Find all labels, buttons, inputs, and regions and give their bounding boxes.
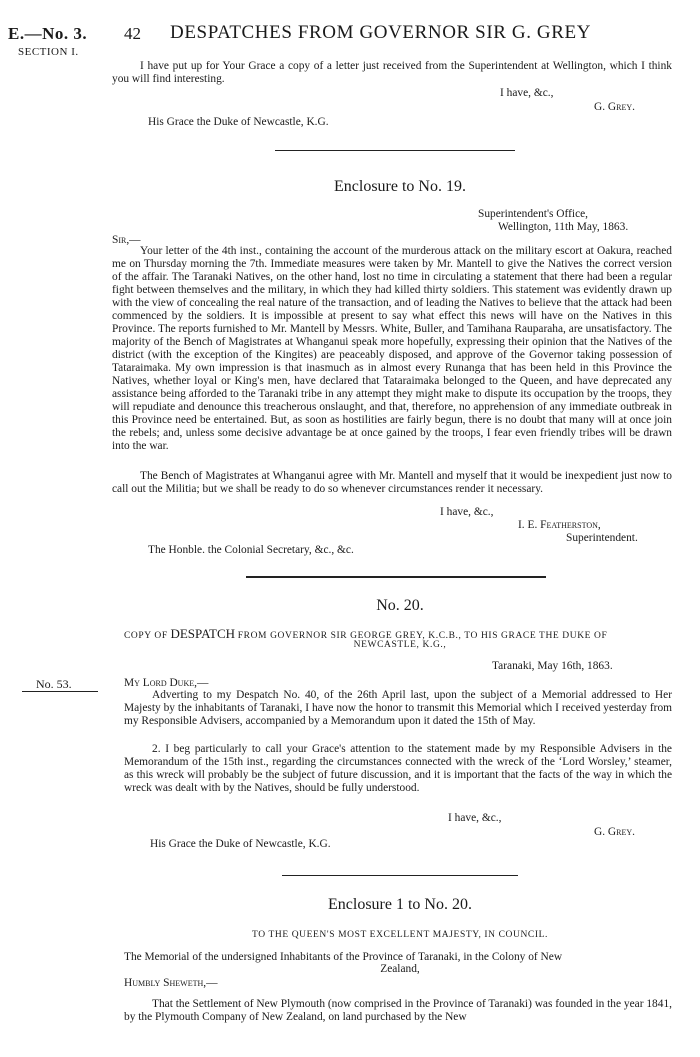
memorial-line-2: Zealand, [380, 963, 420, 975]
enclosure-19-signature: I. E. Featherston, [518, 519, 601, 531]
despatch-20-signature: G. Grey. [594, 826, 635, 838]
despatch-20-addressee: His Grace the Duke of Newcastle, K.G. [150, 838, 331, 850]
page-number: 42 [124, 24, 141, 43]
enclosure-19-salutation: Sir,— [112, 234, 141, 246]
enclosure-19-closing: I have, &c., [440, 506, 494, 518]
enclosure-1-20-heading: Enclosure 1 to No. 20. [328, 896, 472, 913]
margin-rule [22, 691, 98, 692]
enclosure-19-paragraph-1: Your letter of the 4th inst., containing the account of the murderous attack on the military escort at Oakura, reached me on Thursday morning the 7th. Immediate measures were taken by Mr. Mantell to give the Natives the correct version of the affair. The Taranaki Natives, on the other hand, lost no time in circulating a statement that there had been a regular fight between themselves and the military, in which they had killed thirty soldiers. This statement was evidently drawn up with the view of concealing the real nature of the transaction, and of leading the Natives to believe that the attack had been commenced by the soldiers. It is impossible at present to say what effect this news will have on the Natives in this Province. The reports furnished to Mr. Mantell by Messrs. White, Buller, and Tamihana Rauparaha, are unsatisfactory. The majority of the Bench of Magistrates at Whanganui speak more hopefully, expressing their opinion that the Natives of the district (with the exception of the Kingites) are peaceably disposed, and approve of the Governor taking possession of Tataraimaka. My own impression is that inasmuch as in almost every Runanga that has been held in this Province the Natives, whether loyal or King's men, have declared that Tataraimaka belonged to the Queen, and have deprecated any assistance being afforded to the Taranaki tribe in any attempt they might make to dispute its occupation by the troops, they will repudiate and denounce this treacherous onslaught, and that, therefore, no apprehension of any immediate outbreak in this Province need be entertained. But, as soon as hostilities are fairly begun, there is no doubt that many will at once join the rebels; and, unless some decisive advantage be at once gained by the troops, I fear even friendly tribes will be drawn into the war. [112, 245, 672, 452]
enclosure-19-addressee: The Honble. the Colonial Secretary, &c., &c. [148, 544, 354, 556]
despatch-20-heading: No. 20. [376, 597, 424, 614]
opening-addressee: His Grace the Duke of Newcastle, K.G. [148, 116, 329, 128]
despatch-20-salutation: My Lord Duke,— [124, 677, 209, 689]
enclosure-19-heading: Enclosure to No. 19. [334, 178, 466, 195]
opening-signature: G. Grey. [594, 101, 635, 113]
divider [246, 576, 546, 578]
copy-of-label: COPY OF [124, 631, 168, 641]
despatch-20-closing: I have, &c., [448, 812, 502, 824]
opening-closing: I have, &c., [500, 87, 554, 99]
despatch-20-paragraph-1: Adverting to my Despatch No. 40, of the 26th April last, upon the subject of a Memorial addressed to Her Majesty by the inhabitants of Taranaki, I have now the honor to transmit this Memorial which I received yesterday from my Responsible Advisers, accompanied by a Memorandum upon it dated the 15th of May. [124, 689, 672, 727]
enclosure-19-signature-title: Superintendent. [566, 532, 638, 544]
enclosure-19-paragraph-2: The Bench of Magistrates at Whanganui agree with Mr. Mantell and myself that it would be inexpedient just now to call out the Militia; but we shall be ready to do so whenever circumstances render it necessary. [112, 470, 672, 495]
section-label: SECTION I. [18, 46, 79, 58]
despatch-20-place-date: Taranaki, May 16th, 1863. [492, 660, 613, 672]
despatch-label: DESPATCH [170, 626, 236, 641]
despatch-20-paragraph-2: 2. I beg particularly to call your Grace's attention to the statement made by my Responsible Advisers in the Memorandum of the 15th inst., regarding the circumstances connected with the wreck of the ‘Lord Worsley,’ steamer, as this wreck will probably be the subject of future discussion, and it is important that the facts of the way in which the wreck was dealt with by the Natives, should be fully understood. [124, 743, 672, 794]
humbly-sheweth: Humbly Sheweth,— [124, 977, 218, 989]
opening-paragraph: I have put up for Your Grace a copy of a letter just received from the Superintendent at Wellington, which I think you will find interesting. [112, 60, 672, 85]
enclosure-19-office: Superintendent's Office, [478, 208, 589, 220]
margin-note: No. 53. [36, 677, 72, 691]
enclosure-1-20-paragraph-1: That the Settlement of New Plymouth (now comprised in the Province of Taranaki) was founded in the year 1841, by the Plymouth Company of New Zealand, on land purchased by the New [124, 998, 672, 1023]
despatch-route: FROM GOVERNOR SIR GEORGE GREY, K.C.B., TO HIS GRACE THE DUKE OF [237, 631, 608, 641]
memorial-line-1: The Memorial of the undersigned Inhabitants of the Province of Taranaki, in the Colony of New [124, 951, 563, 963]
page-title: DESPATCHES FROM GOVERNOR SIR G. GREY [170, 22, 592, 43]
divider [275, 150, 515, 151]
enclosure-19-place-date: Wellington, 11th May, 1863. [498, 221, 629, 233]
divider [282, 875, 518, 876]
despatch-20-copy-line-2: NEWCASTLE, K.G., [353, 640, 447, 650]
enclosure-1-20-to-line: TO THE QUEEN'S MOST EXCELLENT MAJESTY, IN COUNCIL. [251, 930, 549, 940]
document-reference: E.—No. 3. [8, 24, 88, 43]
